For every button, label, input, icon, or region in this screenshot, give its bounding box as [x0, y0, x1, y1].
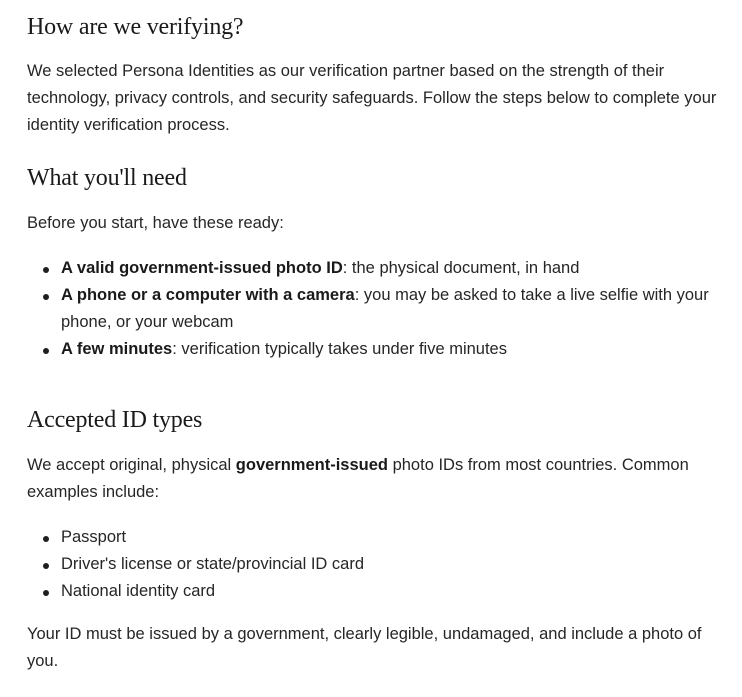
bullet-icon — [43, 536, 49, 542]
list-item — [27, 524, 727, 551]
id-requirements-paragraph: Your ID must be issued by a government, clearly legible, undamaged, and include a photo of you. — [27, 625, 702, 670]
list-item — [27, 336, 727, 363]
intro-text-end: photo IDs from most countries. Common examples include: — [27, 456, 689, 501]
section-heading-accepted-id-types: Accepted ID types — [27, 407, 203, 433]
requirement-title: A phone or a computer with a camera — [61, 286, 355, 304]
bullet-icon — [43, 348, 49, 354]
intro-text-start: We accept original, physical — [27, 456, 236, 474]
id-type-label: Driver's license or state/provincial ID card — [61, 555, 365, 573]
section-heading-what-you-need: What you'll need — [27, 165, 187, 191]
requirement-detail: : the physical document, in hand — [342, 259, 580, 277]
requirements-intro: Before you start, have these ready: — [27, 214, 284, 232]
id-type-label: Passport — [61, 528, 127, 546]
accepted-ids-list — [27, 524, 727, 605]
bullet-icon — [43, 294, 49, 300]
list-item — [27, 255, 727, 282]
requirement-title: A few minutes — [61, 340, 173, 358]
requirement-detail: : verification typically takes under five minutes — [172, 340, 507, 358]
requirement-title: A valid government-issued photo ID — [61, 259, 343, 277]
intro-text-bold: government-issued — [235, 456, 388, 474]
bullet-icon — [43, 267, 49, 273]
accepted-ids-intro — [27, 452, 727, 506]
bullet-icon — [43, 563, 49, 569]
bullet-icon — [43, 590, 49, 596]
list-item — [27, 282, 727, 336]
list-item — [27, 551, 727, 578]
id-type-label: National identity card — [61, 582, 216, 600]
requirements-list — [27, 255, 727, 363]
verification-partner-paragraph: We selected Persona Identities as our verification partner based on the strength of their technology, privacy controls, and security safeguards. Follow the steps below to complete your identity verification process. — [27, 62, 717, 134]
requirement-detail: : you may be asked to take a live selfie with your phone, or your webcam — [61, 286, 709, 331]
section-heading-how-verifying: How are we verifying? — [27, 14, 244, 40]
list-item — [27, 578, 727, 605]
